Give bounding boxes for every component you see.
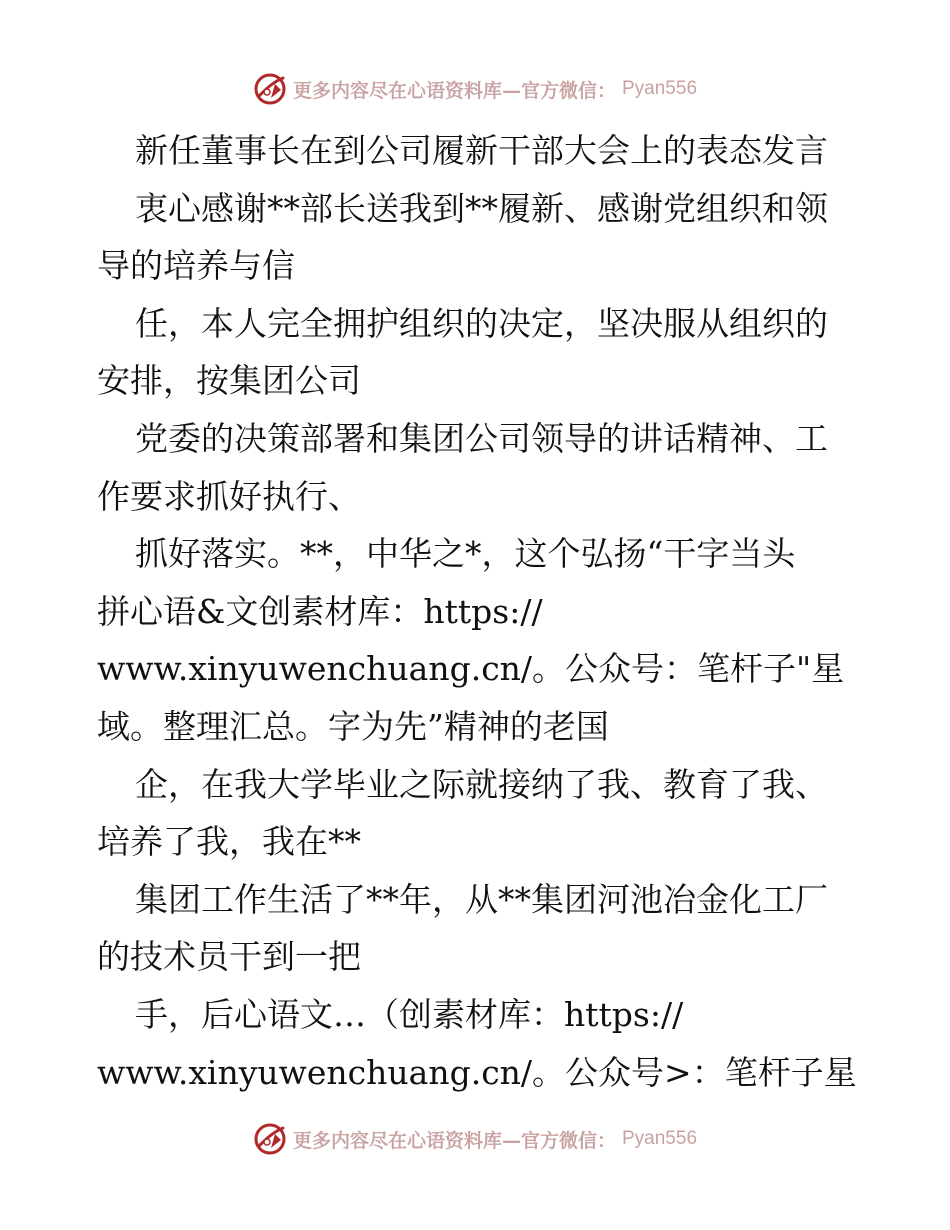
text-line: 域。整理汇总。字为先”精神的老国: [97, 706, 609, 746]
text-line: 抓好落实。**，中华之*，这个弘扬“干字当头: [135, 534, 796, 574]
text-line: 作要求抓好执行、: [97, 476, 361, 516]
document-body: [97, 122, 857, 1101]
header-banner: [0, 72, 950, 106]
text-line: 安排，按集团公司: [97, 361, 361, 401]
footer-wechat-id: Pyan556: [622, 1128, 698, 1149]
text-line: 的技术员干到一把: [97, 937, 361, 977]
text-line: 手，后心语文…（创素材库：https://: [135, 994, 684, 1034]
text-line: www.xinyuwenchuang.cn/。公众号>：笔杆子星: [97, 1052, 857, 1092]
text-line: 拼心语&文创素材库：https://: [97, 591, 543, 631]
text-line: 衷心感谢**部长送我到**履新、感谢党组织和领: [135, 188, 828, 228]
header-wechat-id: Pyan556: [622, 78, 698, 99]
text-line: 集团工作生活了**年，从**集团河池冶金化工厂: [135, 879, 828, 919]
footer-banner: [0, 1122, 950, 1156]
text-line: www.xinyuwenchuang.cn/。公众号：笔杆子"星: [97, 649, 845, 689]
text-line: 培养了我，我在**: [97, 822, 361, 862]
text-line: 党委的决策部署和集团公司领导的讲话精神、工: [135, 418, 828, 458]
footer-brand-text: 更多内容尽在心语资料库—官方微信：: [292, 1129, 616, 1152]
pen-logo-icon: [253, 72, 287, 106]
header-brand-text: 更多内容尽在心语资料库—官方微信：: [292, 79, 616, 102]
text-line: 任，本人完全拥护组织的决定，坚决服从组织的: [135, 303, 828, 343]
text-line: 企，在我大学毕业之际就接纳了我、教育了我、: [135, 764, 828, 804]
pen-logo-icon: [253, 1122, 287, 1156]
text-line: 导的培养与信: [97, 246, 295, 286]
text-line: 新任董事长在到公司履新干部大会上的表态发言: [135, 131, 828, 170]
